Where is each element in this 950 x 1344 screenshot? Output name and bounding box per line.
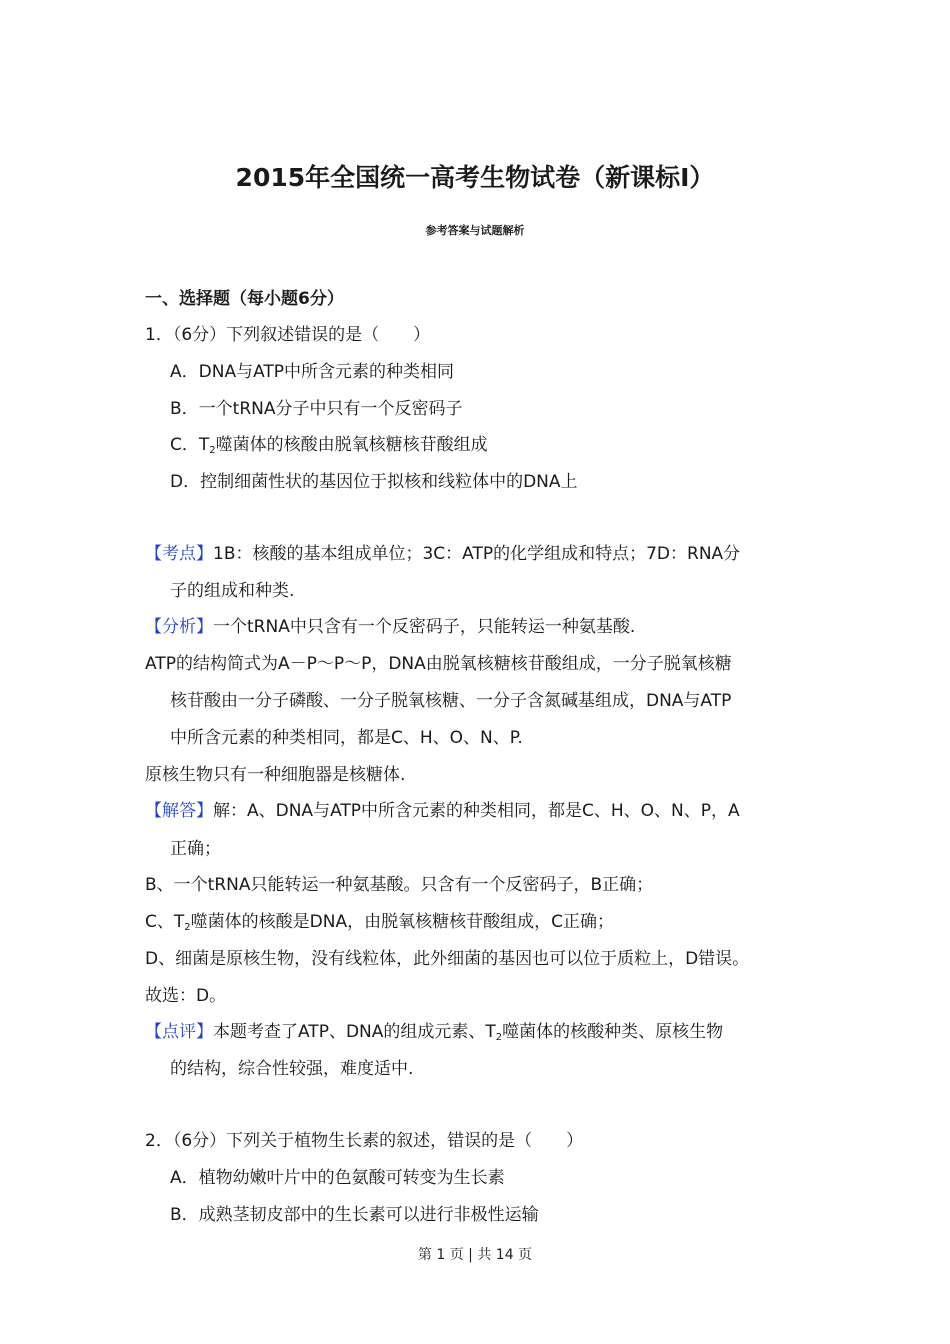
fenxi-text: 一个tRNA中只含有一个反密码子，只能转运一种氨基酸. [213,617,636,637]
option-label: B． [170,1205,199,1225]
page-title: 2015年全国统一高考生物试卷（新课标Ⅰ） [235,163,715,192]
question-1-option-a [170,361,454,383]
option-label: D． [170,472,201,492]
fenxi-line-4: 中所含元素的种类相同，都是C、H、O、N、P. [170,728,523,748]
subscript: 2 [495,1032,503,1043]
question-2-option-b [170,1204,539,1226]
option-text: 一个tRNA分子中只有一个反密码子 [198,399,463,419]
subscript: 2 [209,445,216,456]
jieda-line-6: 故选：D。 [145,986,227,1006]
option-label: A． [170,1168,199,1188]
jieda-line-3: B、一个tRNA只能转运一种氨基酸。只含有一个反密码子，B正确； [145,875,654,895]
jieda-line-4-prefix: C、T [145,912,185,932]
section-heading: 一、选择题（每小题6分） [145,289,344,309]
subscript: 2 [184,922,191,933]
fenxi-tag: 【分析】 [145,617,213,637]
kaodian-text: 1B：核酸的基本组成单位；3C：ATP的化学组成和特点；7D：RNA分 [213,544,741,564]
jieda-text: 解：A、DNA与ATP中所含元素的种类相同，都是C、H、O、N、P，A [213,801,740,821]
option-label: B． [170,399,199,419]
page-subtitle: 参考答案与试题解析 [425,224,525,237]
option-text: 植物幼嫩叶片中的色氨酸可转变为生长素 [198,1168,505,1188]
option-text: 控制细菌性状的基因位于拟核和线粒体中的DNA上 [200,472,578,492]
option-label: A． [170,362,199,382]
option-text: 噬菌体的核酸由脱氧核糖核苷酸组成 [215,435,488,455]
fenxi-line-3: 核苷酸由一分子磷酸、一分子脱氧核糖、一分子含氮碱基组成，DNA与ATP [170,691,732,711]
fenxi-line-1 [145,616,635,638]
dianping-line-1 [145,1021,723,1043]
jieda-line-4 [145,911,614,933]
question-2-option-a [170,1167,505,1189]
kaodian-line-1 [145,543,740,565]
question-1-stem: 1．（6分）下列叙述错误的是（ ） [145,325,431,345]
kaodian-tag: 【考点】 [145,544,213,564]
jieda-line-4-rest: 噬菌体的核酸是DNA，由脱氧核糖核苷酸组成，C正确； [190,912,614,932]
option-text: DNA与ATP中所含元素的种类相同 [198,362,455,382]
question-1-option-c [170,434,488,456]
dianping-prefix: 本题考查了ATP、DNA的组成元素、T [213,1022,496,1042]
option-text: 成熟茎韧皮部中的生长素可以进行非极性运输 [198,1205,539,1225]
jieda-line-1 [145,800,740,822]
fenxi-line-5: 原核生物只有一种细胞器是核糖体. [145,765,406,785]
option-prefix: T [198,435,210,455]
kaodian-line-2: 子的组成和种类. [170,581,295,601]
jieda-line-5: D、细菌是原核生物，没有线粒体，此外细菌的基因也可以位于质粒上，D错误。 [145,949,750,969]
question-1-option-b [170,398,463,420]
fenxi-line-2: ATP的结构简式为A－P～P～P，DNA由脱氧核糖核苷酸组成，一分子脱氧核糖 [145,654,732,674]
page-footer: 第 1 页 | 共 14 页 [417,1247,533,1263]
jieda-tag: 【解答】 [145,801,213,821]
question-2-stem: 2．（6分）下列关于植物生长素的叙述，错误的是（ ） [145,1131,584,1151]
dianping-tag: 【点评】 [145,1022,213,1042]
option-label: C． [170,435,199,455]
jieda-line-2: 正确； [170,839,221,859]
dianping-line-2: 的结构，综合性较强，难度适中. [170,1059,414,1079]
dianping-rest: 噬菌体的核酸种类、原核生物 [502,1022,724,1042]
question-1-option-d [170,471,578,493]
